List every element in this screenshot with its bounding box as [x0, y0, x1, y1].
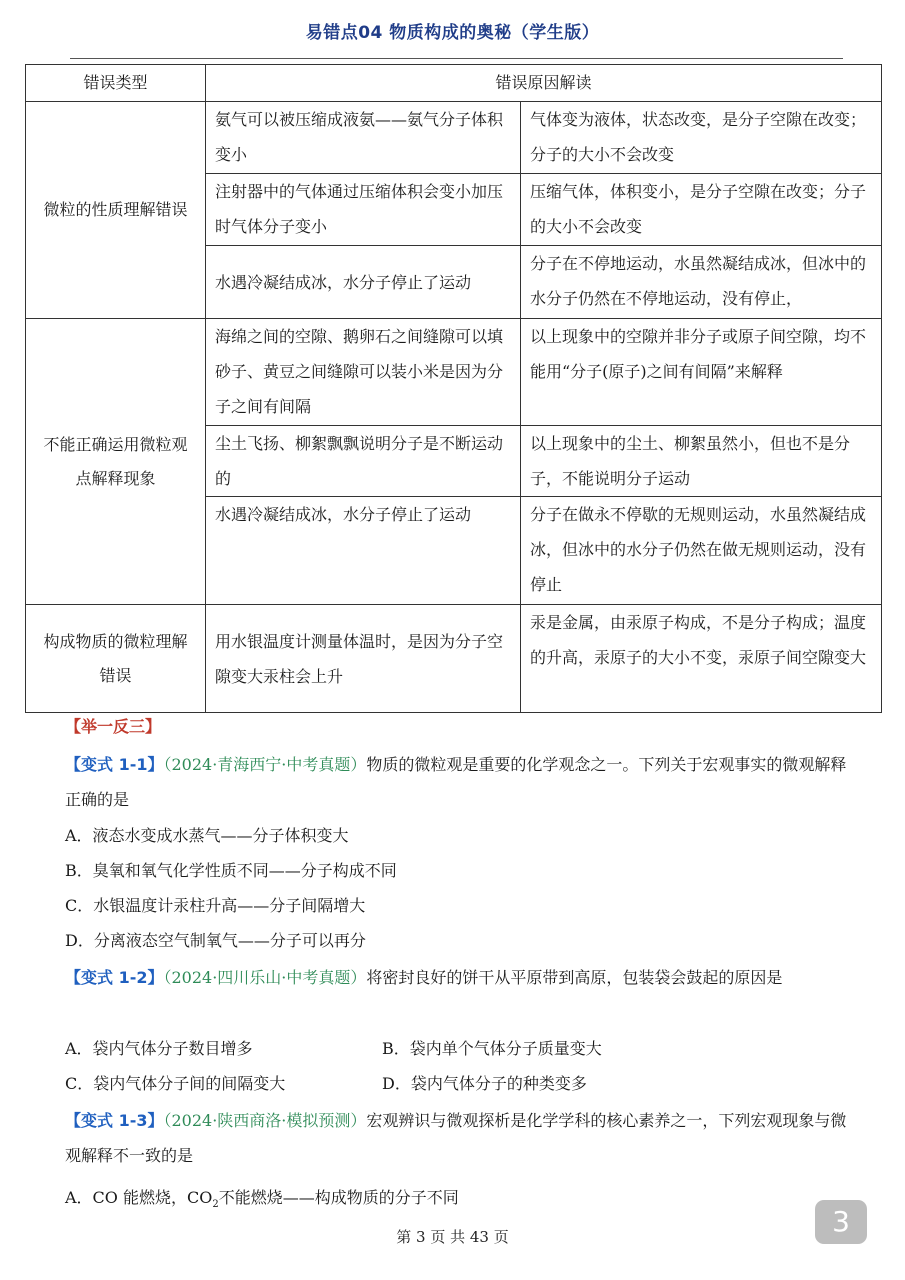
category-cell: 构成物质的微粒理解错误 — [26, 605, 206, 713]
reason-cell: 以上现象中的尘土、柳絮虽然小，但也不是分子，不能说明分子运动 — [521, 426, 882, 497]
option-a: A．液态水变成水蒸气——分子体积变大 — [65, 826, 349, 845]
header-divider — [70, 58, 843, 59]
question-text: 物质的微粒观是重要的化学观念之一。下列关于宏观事实的微观解释正确的是 — [65, 755, 847, 809]
misconception-cell: 水遇冷凝结成冰，水分子停止了运动 — [206, 497, 521, 605]
question-source: （2024·四川乐山·中考真题） — [163, 968, 367, 987]
question-source: （2024·陕西商洛·模拟预测） — [163, 1111, 367, 1130]
misconception-cell: 海绵之间的空隙、鹅卵石之间缝隙可以填砂子、黄豆之间缝隙可以装小米是因为分子之间有间隔 — [206, 319, 521, 426]
co2-formula: $CO_2$ — [187, 1188, 219, 1211]
option-b: B．袋内单个气体分子质量变大 — [382, 1039, 602, 1058]
option-c: C．水银温度计汞柱升高——分子间隔增大 — [65, 896, 366, 915]
reason-cell: 汞是金属，由汞原子构成，不是分子构成；温度的升高，汞原子的大小不变，汞原子间空隙变大 — [521, 605, 882, 713]
question-text: 宏观辨识与微观探析是化学学科的核心素养之一，下列宏观现象与微观解释不一致的是 — [65, 1111, 847, 1165]
category-cell: 微粒的性质理解错误 — [26, 102, 206, 319]
category-cell: 不能正确运用微粒观点解释现象 — [26, 319, 206, 605]
question-tag: 【变式 1-2】 — [65, 968, 164, 987]
question-source: （2024·青海西宁·中考真题） — [163, 755, 367, 774]
option-b: B．臭氧和氧气化学性质不同——分子构成不同 — [65, 861, 397, 880]
misconception-cell: 水遇冷凝结成冰，水分子停止了运动 — [206, 246, 521, 319]
question-stem — [65, 747, 855, 817]
option-d: D．袋内气体分子的种类变多 — [382, 1074, 587, 1093]
header-cell-type: 错误类型 — [26, 65, 206, 102]
page-title: 易错点04 物质构成的奥秘（学生版） — [305, 23, 600, 43]
page-number-badge: 3 — [815, 1200, 867, 1244]
header-cell-reason: 错误原因解读 — [206, 65, 882, 102]
reason-cell: 气体变为液体，状态改变，是分子空隙在改变；分子的大小不会改变 — [521, 102, 882, 174]
reason-cell: 压缩气体，体积变小，是分子空隙在改变；分子的大小不会改变 — [521, 174, 882, 246]
option-d: D．分离液态空气制氧气——分子可以再分 — [65, 931, 366, 950]
reason-cell: 以上现象中的空隙并非分子或原子间空隙，均不能用“分子(原子)之间有间隔”来解释 — [521, 319, 882, 426]
page-footer: 第 3 页 共 43 页 — [396, 1228, 509, 1246]
question-tag: 【变式 1-1】 — [65, 755, 164, 774]
question-tag: 【变式 1-3】 — [65, 1111, 164, 1130]
question-stem — [65, 1103, 855, 1173]
reason-cell: 分子在不停地运动，水虽然凝结成冰，但冰中的水分子仍然在不停地运动，没有停止， — [521, 246, 882, 319]
misconception-cell: 尘土飞扬、柳絮飘飘说明分子是不断运动的 — [206, 426, 521, 497]
misconception-cell: 用水银温度计测量体温时，是因为分子空隙变大汞柱会上升 — [206, 605, 521, 713]
misconception-cell: 氨气可以被压缩成液氨——氨气分子体积变小 — [206, 102, 521, 174]
error-table — [25, 64, 882, 713]
question-stem — [65, 960, 855, 995]
option-a: A．CO 能燃烧，$CO_2$不能燃烧——构成物质的分子不同 — [65, 1188, 459, 1211]
section-title: 【举一反三】 — [65, 717, 162, 736]
option-c: C．袋内气体分子间的间隔变大 — [65, 1074, 286, 1093]
misconception-cell: 注射器中的气体通过压缩体积会变小加压时气体分子变小 — [206, 174, 521, 246]
question-text: 将密封良好的饼干从平原带到高原，包装袋会鼓起的原因是 — [366, 968, 783, 987]
reason-cell: 分子在做永不停歇的无规则运动，水虽然凝结成冰，但冰中的水分子仍然在做无规则运动，没有停止 — [521, 497, 882, 605]
option-a: A．袋内气体分子数目增多 — [65, 1039, 253, 1058]
